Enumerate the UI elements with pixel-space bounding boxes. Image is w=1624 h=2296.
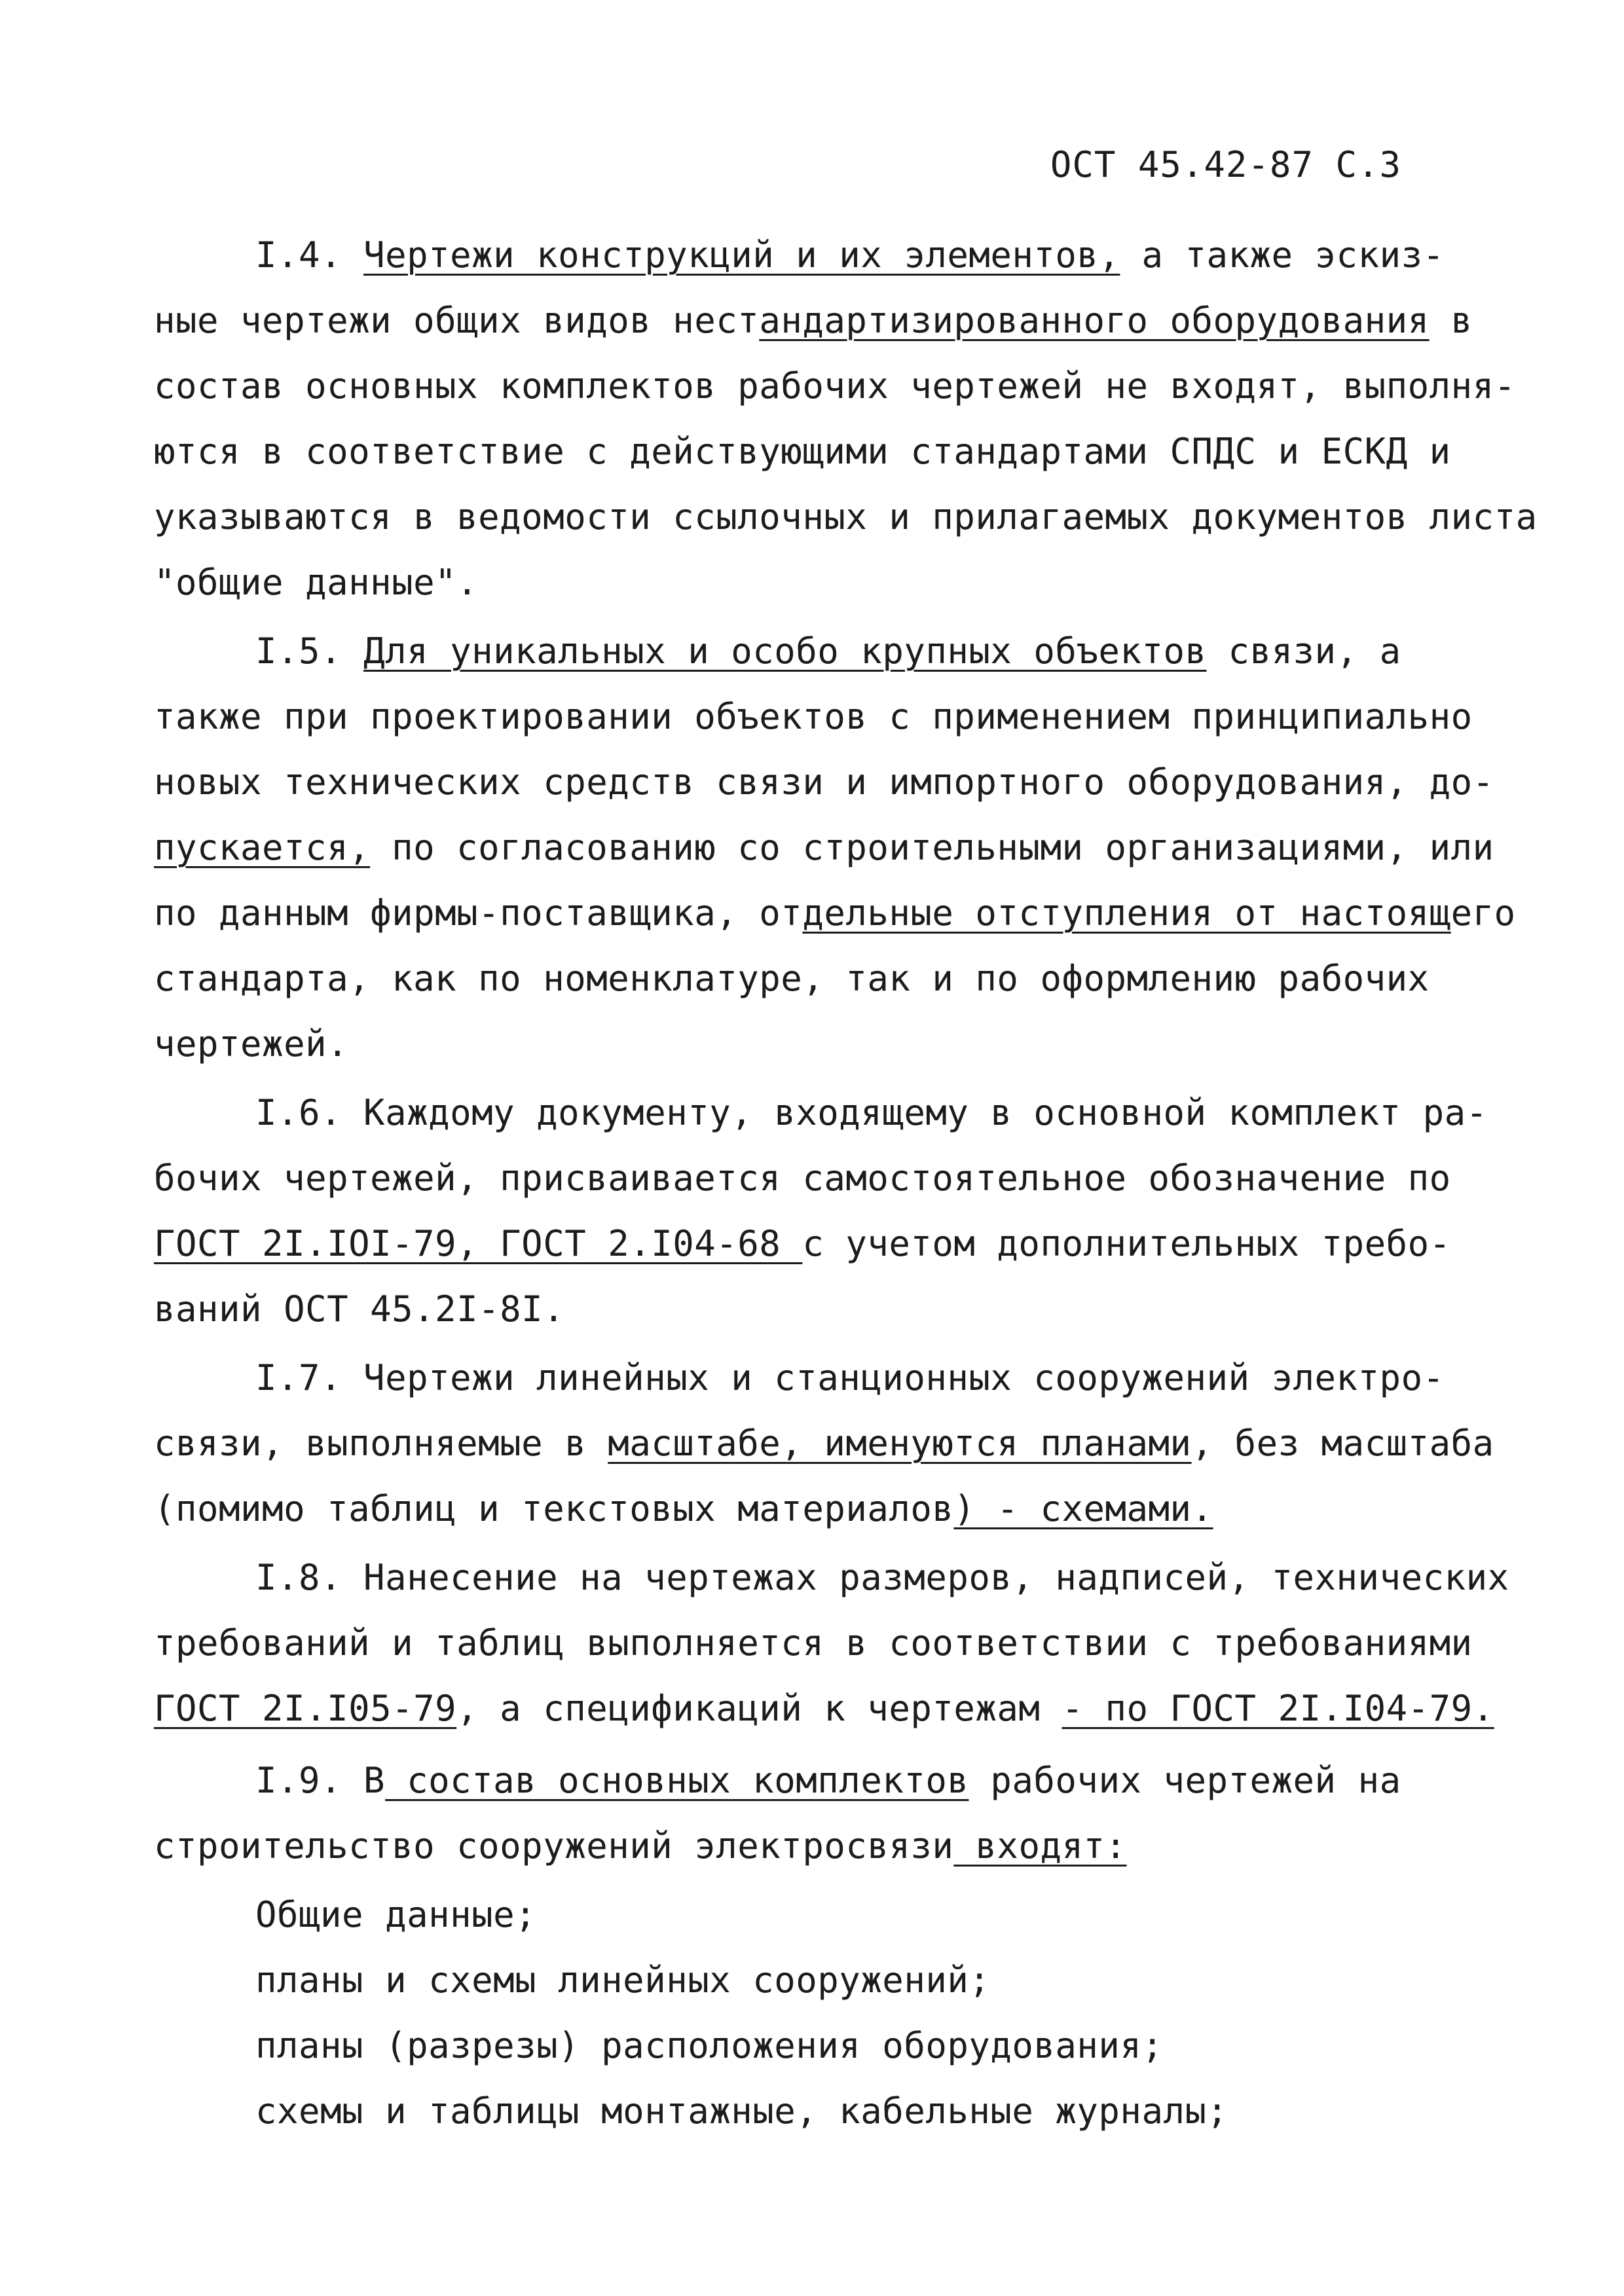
underlined-text: ГОСТ 2I.I05-79: [154, 1688, 457, 1729]
para-1-5-line-4: [154, 828, 1494, 867]
para-1-9-line-1: [255, 1761, 1401, 1800]
para-1-5-line-2: также при проектировании объектов с применением принципиально: [154, 696, 1473, 737]
document-code-header: ОСТ 45.42-87 С.3: [1050, 144, 1401, 185]
para-1-4-line-5: указываются в ведомости ссылочных и прилагаемых документов листа: [154, 496, 1538, 538]
para-1-4-line-3: состав основных комплектов рабочих чертежей не входят, выполня-: [154, 365, 1516, 407]
text-run: рабочих чертежей на: [969, 1760, 1401, 1801]
text-run: связи, выполняемые в: [154, 1423, 608, 1464]
para-1-7-line-1: I.7. Чертежи линейных и станционных сооружений электро-: [255, 1357, 1445, 1398]
para-1-4-line-2: [154, 301, 1473, 340]
underlined-text: масштабе, именуются планами: [608, 1423, 1192, 1464]
text-run: строительство сооружений электросвязи: [154, 1825, 954, 1867]
text-run: по согласованию со строительными организациями, или: [370, 827, 1494, 868]
para-1-5-line-6: стандарта, как по номенклатуре, так и по оформлению рабочих: [154, 958, 1430, 999]
underlined-text: ГОСТ 2I.IOI-79, ГОСТ 2.I04-68: [154, 1223, 803, 1264]
text-run: связи, а: [1206, 630, 1401, 672]
para-1-6-line-4: ваний ОСТ 45.2I-8I.: [154, 1288, 565, 1330]
underlined-text: ) - схемами.: [953, 1488, 1213, 1529]
text-run: а также эскиз-: [1120, 234, 1445, 276]
text-run: ные чертежи общих видов нест: [154, 300, 760, 341]
para-1-5-line-3: новых технических средств связи и импортного оборудования, до-: [154, 761, 1494, 803]
list-item: Общие данные;: [255, 1894, 537, 1935]
underlined-text: пускается,: [154, 827, 371, 868]
para-1-6-line-3: [154, 1224, 1451, 1264]
para-1-5-line-7: чертежей.: [154, 1023, 349, 1065]
underlined-text: андартизированного оборудования: [759, 300, 1430, 341]
text-run: I.4.: [255, 234, 364, 276]
underlined-text: Чертежи конструкций и их элементов,: [363, 234, 1120, 276]
text-run: , а спецификаций к чертежам: [456, 1688, 1062, 1729]
underlined-text: входят:: [953, 1825, 1127, 1867]
underlined-text: состав основных комплектов: [385, 1760, 969, 1801]
text-run: в: [1429, 300, 1473, 341]
para-1-5-line-5: [154, 894, 1516, 933]
text-run: по данным фирмы-поставщика, от: [154, 892, 803, 934]
para-1-8-line-1: I.8. Нанесение на чертежах размеров, надписей, технических: [255, 1557, 1509, 1598]
para-1-9-line-2: [154, 1827, 1127, 1866]
para-1-6-line-2: бочих чертежей, присваивается самостоятельное обозначение по: [154, 1157, 1451, 1199]
para-1-4-line-1: [255, 236, 1445, 275]
text-run: (помимо таблиц и текстовых материалов: [154, 1488, 954, 1529]
para-1-6-line-1: I.6. Каждому документу, входящему в основной комплект ра-: [255, 1092, 1488, 1133]
underlined-text: Для уникальных и особо крупных объектов: [363, 630, 1207, 672]
list-item: планы и схемы линейных сооружений;: [255, 1959, 991, 2001]
text-run: его: [1450, 892, 1516, 934]
para-1-8-line-3: [154, 1689, 1494, 1728]
list-item: схемы и таблицы монтажные, кабельные журналы;: [255, 2090, 1228, 2132]
text-run: с учетом дополнительных требо-: [802, 1223, 1451, 1264]
para-1-4-line-4: ются в соответствие с действующими стандартами СПДС и ЕСКД и: [154, 431, 1451, 472]
text-run: I.9. В: [255, 1760, 386, 1801]
underlined-text: - по ГОСТ 2I.I04-79.: [1061, 1688, 1494, 1729]
para-1-7-line-2: [154, 1424, 1494, 1463]
text-run: , без масштаба: [1191, 1423, 1494, 1464]
para-1-8-line-2: требований и таблиц выполняется в соответствии с требованиями: [154, 1622, 1473, 1664]
para-1-5-line-1: [255, 632, 1401, 671]
list-item: планы (разрезы) расположения оборудования;: [255, 2025, 1164, 2066]
para-1-7-line-3: [154, 1489, 1213, 1529]
underlined-text: дельные отступления от настоящ: [802, 892, 1451, 934]
para-1-4-line-6: "общие данные".: [154, 562, 479, 603]
text-run: I.5.: [255, 630, 364, 672]
